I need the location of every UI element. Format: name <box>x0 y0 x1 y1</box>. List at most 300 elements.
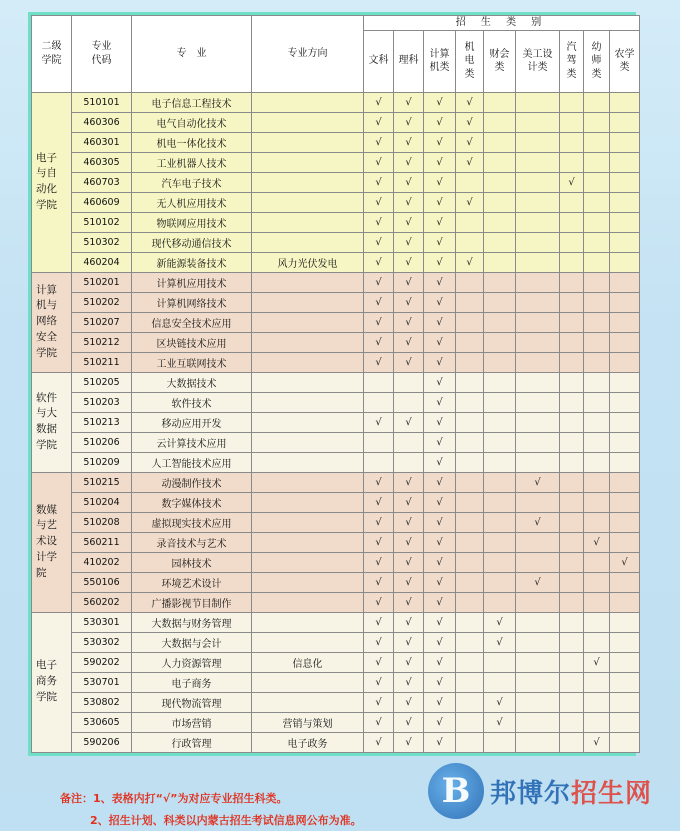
major-cell: 电子商务 <box>132 672 252 692</box>
table-row <box>32 732 640 752</box>
table-row <box>32 272 640 292</box>
check-cell: √ <box>610 552 640 572</box>
check-cell <box>456 532 484 552</box>
check-cell: √ <box>364 472 394 492</box>
check-cell <box>456 172 484 192</box>
check-cell <box>610 412 640 432</box>
header-category-4: 财会类 <box>484 30 516 92</box>
check-cell <box>584 712 610 732</box>
check-cell <box>394 392 424 412</box>
check-cell <box>484 212 516 232</box>
check-cell <box>364 452 394 472</box>
check-cell <box>456 472 484 492</box>
check-cell <box>560 232 584 252</box>
check-cell <box>584 92 610 112</box>
check-cell <box>516 332 560 352</box>
check-cell <box>484 252 516 272</box>
check-cell <box>560 572 584 592</box>
check-cell: √ <box>364 492 394 512</box>
check-cell: √ <box>364 332 394 352</box>
code-cell: 460305 <box>72 152 132 172</box>
check-cell <box>610 152 640 172</box>
code-cell: 510211 <box>72 352 132 372</box>
check-cell: √ <box>364 672 394 692</box>
check-cell: √ <box>516 512 560 532</box>
code-cell: 530605 <box>72 712 132 732</box>
header-code: 专业代码 <box>72 16 132 93</box>
header-category-8: 农学类 <box>610 30 640 92</box>
major-cell: 广播影视节目制作 <box>132 592 252 612</box>
major-cell: 移动应用开发 <box>132 412 252 432</box>
check-cell <box>516 212 560 232</box>
check-cell <box>560 112 584 132</box>
check-cell <box>584 232 610 252</box>
check-cell <box>584 192 610 212</box>
check-cell <box>584 472 610 492</box>
major-cell: 现代物流管理 <box>132 692 252 712</box>
check-cell: √ <box>394 692 424 712</box>
check-cell: √ <box>394 132 424 152</box>
check-cell <box>484 232 516 252</box>
check-cell: √ <box>394 412 424 432</box>
direction-cell <box>252 572 364 592</box>
check-cell <box>456 452 484 472</box>
check-cell: √ <box>584 732 610 752</box>
check-cell <box>516 432 560 452</box>
check-cell <box>484 292 516 312</box>
check-cell <box>584 632 610 652</box>
check-cell <box>560 412 584 432</box>
check-cell <box>560 292 584 312</box>
check-cell: √ <box>364 292 394 312</box>
check-cell <box>560 472 584 492</box>
table-row <box>32 312 640 332</box>
check-cell: √ <box>424 632 456 652</box>
check-cell <box>610 472 640 492</box>
check-cell <box>560 692 584 712</box>
table-row <box>32 492 640 512</box>
check-cell: √ <box>364 352 394 372</box>
check-cell <box>610 112 640 132</box>
check-cell: √ <box>394 532 424 552</box>
code-cell: 510212 <box>72 332 132 352</box>
admission-table <box>31 15 640 753</box>
check-cell <box>610 712 640 732</box>
check-cell: √ <box>424 272 456 292</box>
check-cell: √ <box>364 632 394 652</box>
check-cell <box>516 192 560 212</box>
direction-cell <box>252 292 364 312</box>
check-cell <box>584 172 610 192</box>
major-cell: 园林技术 <box>132 552 252 572</box>
check-cell <box>456 352 484 372</box>
code-cell: 460301 <box>72 132 132 152</box>
table-row <box>32 212 640 232</box>
check-cell <box>516 672 560 692</box>
check-cell <box>484 332 516 352</box>
direction-cell <box>252 172 364 192</box>
college-cell: 电子与自动化学院 <box>32 92 72 272</box>
check-cell <box>560 212 584 232</box>
check-cell: √ <box>364 312 394 332</box>
header-college: 二级学院 <box>32 16 72 93</box>
check-cell <box>456 592 484 612</box>
check-cell <box>456 332 484 352</box>
code-cell: 530301 <box>72 612 132 632</box>
check-cell <box>516 132 560 152</box>
check-cell <box>394 432 424 452</box>
check-cell <box>610 132 640 152</box>
check-cell <box>516 732 560 752</box>
check-cell <box>610 512 640 532</box>
check-cell <box>484 672 516 692</box>
code-cell: 550106 <box>72 572 132 592</box>
code-cell: 510201 <box>72 272 132 292</box>
major-cell: 市场营销 <box>132 712 252 732</box>
direction-cell <box>252 632 364 652</box>
check-cell: √ <box>424 152 456 172</box>
check-cell <box>610 92 640 112</box>
check-cell <box>484 312 516 332</box>
check-cell <box>584 432 610 452</box>
direction-cell <box>252 552 364 572</box>
check-cell <box>584 452 610 472</box>
check-cell: √ <box>394 492 424 512</box>
check-cell <box>560 712 584 732</box>
check-cell: √ <box>394 272 424 292</box>
table-row <box>32 92 640 112</box>
check-cell: √ <box>394 232 424 252</box>
major-cell: 机电一体化技术 <box>132 132 252 152</box>
code-cell: 510207 <box>72 312 132 332</box>
header-category-5: 美工设计类 <box>516 30 560 92</box>
check-cell <box>560 452 584 472</box>
check-cell <box>610 692 640 712</box>
direction-cell <box>252 212 364 232</box>
check-cell <box>484 392 516 412</box>
check-cell <box>610 592 640 612</box>
check-cell <box>584 412 610 432</box>
direction-cell <box>252 612 364 632</box>
code-cell: 460204 <box>72 252 132 272</box>
check-cell <box>456 272 484 292</box>
check-cell: √ <box>394 732 424 752</box>
check-cell: √ <box>456 132 484 152</box>
direction-cell <box>252 312 364 332</box>
table-row <box>32 132 640 152</box>
check-cell <box>516 312 560 332</box>
check-cell: √ <box>364 172 394 192</box>
major-cell: 汽车电子技术 <box>132 172 252 192</box>
code-cell: 510204 <box>72 492 132 512</box>
check-cell <box>584 332 610 352</box>
college-cell: 软件与大数据学院 <box>32 372 72 472</box>
admission-table-frame <box>28 12 636 756</box>
table-row <box>32 592 640 612</box>
check-cell <box>516 532 560 552</box>
table-row <box>32 692 640 712</box>
table-row <box>32 712 640 732</box>
check-cell: √ <box>394 212 424 232</box>
check-cell: √ <box>484 612 516 632</box>
check-cell: √ <box>394 192 424 212</box>
major-cell: 录音技术与艺术 <box>132 532 252 552</box>
check-cell <box>484 472 516 492</box>
code-cell: 510213 <box>72 412 132 432</box>
code-cell: 460703 <box>72 172 132 192</box>
major-cell: 云计算技术应用 <box>132 432 252 452</box>
check-cell: √ <box>424 692 456 712</box>
check-cell <box>610 432 640 452</box>
check-cell: √ <box>394 252 424 272</box>
check-cell: √ <box>364 272 394 292</box>
table-row <box>32 152 640 172</box>
table-row <box>32 352 640 372</box>
college-cell: 计算机与网络安全学院 <box>32 272 72 372</box>
check-cell <box>584 292 610 312</box>
check-cell <box>456 212 484 232</box>
check-cell <box>584 152 610 172</box>
check-cell <box>560 92 584 112</box>
direction-cell: 风力光伏发电 <box>252 252 364 272</box>
check-cell <box>456 232 484 252</box>
major-cell: 信息安全技术应用 <box>132 312 252 332</box>
table-row <box>32 652 640 672</box>
table-row <box>32 112 640 132</box>
direction-cell <box>252 672 364 692</box>
header-category-3: 机电类 <box>456 30 484 92</box>
check-cell <box>560 492 584 512</box>
check-cell <box>584 132 610 152</box>
code-cell: 510302 <box>72 232 132 252</box>
check-cell <box>516 292 560 312</box>
major-cell: 工业互联网技术 <box>132 352 252 372</box>
check-cell: √ <box>394 572 424 592</box>
check-cell <box>584 212 610 232</box>
check-cell <box>610 352 640 372</box>
check-cell <box>484 152 516 172</box>
check-cell <box>584 252 610 272</box>
check-cell: √ <box>364 572 394 592</box>
college-cell: 数媒与艺术设计学院 <box>32 472 72 612</box>
table-row <box>32 452 640 472</box>
major-cell: 行政管理 <box>132 732 252 752</box>
check-cell: √ <box>424 452 456 472</box>
check-cell <box>364 432 394 452</box>
check-cell: √ <box>364 692 394 712</box>
check-cell: √ <box>424 492 456 512</box>
logo-text <box>490 773 652 810</box>
direction-cell <box>252 412 364 432</box>
check-cell <box>560 332 584 352</box>
note-line-2: 2、招生计划、科类以内蒙古招生考试信息网公布为准。 <box>90 814 362 827</box>
check-cell <box>456 652 484 672</box>
check-cell: √ <box>394 512 424 532</box>
direction-cell <box>252 692 364 712</box>
check-cell: √ <box>424 212 456 232</box>
check-cell <box>516 392 560 412</box>
major-cell: 计算机网络技术 <box>132 292 252 312</box>
check-cell <box>484 412 516 432</box>
check-cell <box>516 92 560 112</box>
check-cell <box>484 732 516 752</box>
table-row <box>32 332 640 352</box>
check-cell: √ <box>394 592 424 612</box>
check-cell <box>484 132 516 152</box>
check-cell <box>456 572 484 592</box>
logo-b-icon: B <box>428 763 484 819</box>
check-cell <box>516 232 560 252</box>
check-cell: √ <box>394 172 424 192</box>
table-row <box>32 232 640 252</box>
code-cell: 560211 <box>72 532 132 552</box>
check-cell <box>516 632 560 652</box>
check-cell: √ <box>484 632 516 652</box>
check-cell: √ <box>424 572 456 592</box>
direction-cell <box>252 132 364 152</box>
major-cell: 电气自动化技术 <box>132 112 252 132</box>
check-cell <box>516 452 560 472</box>
check-cell: √ <box>394 112 424 132</box>
logo-text-a: 邦博尔 <box>490 778 572 809</box>
header-category-group: 招 生 类 别 <box>364 16 640 31</box>
check-cell <box>394 372 424 392</box>
check-cell <box>516 252 560 272</box>
major-cell: 动漫制作技术 <box>132 472 252 492</box>
check-cell: √ <box>394 312 424 332</box>
check-cell: √ <box>424 412 456 432</box>
check-cell <box>516 692 560 712</box>
code-cell: 590202 <box>72 652 132 672</box>
check-cell: √ <box>364 612 394 632</box>
code-cell: 590206 <box>72 732 132 752</box>
check-cell <box>584 612 610 632</box>
check-cell: √ <box>424 612 456 632</box>
major-cell: 电子信息工程技术 <box>132 92 252 112</box>
check-cell: √ <box>424 552 456 572</box>
check-cell <box>560 432 584 452</box>
check-cell: √ <box>424 232 456 252</box>
check-cell: √ <box>424 372 456 392</box>
check-cell <box>484 492 516 512</box>
major-cell: 虚拟现实技术应用 <box>132 512 252 532</box>
table-row <box>32 612 640 632</box>
check-cell <box>484 112 516 132</box>
check-cell: √ <box>424 292 456 312</box>
check-cell: √ <box>424 712 456 732</box>
check-cell: √ <box>394 332 424 352</box>
code-cell: 510102 <box>72 212 132 232</box>
check-cell <box>610 312 640 332</box>
check-cell <box>610 172 640 192</box>
check-cell: √ <box>560 172 584 192</box>
header-category-7: 幼师类 <box>584 30 610 92</box>
check-cell: √ <box>424 192 456 212</box>
header-category-0: 文科 <box>364 30 394 92</box>
check-cell <box>584 592 610 612</box>
check-cell <box>610 452 640 472</box>
check-cell <box>456 732 484 752</box>
check-cell: √ <box>394 352 424 372</box>
direction-cell: 电子政务 <box>252 732 364 752</box>
check-cell <box>484 592 516 612</box>
direction-cell <box>252 92 364 112</box>
major-cell: 区块链技术应用 <box>132 332 252 352</box>
check-cell: √ <box>424 532 456 552</box>
check-cell <box>560 152 584 172</box>
check-cell: √ <box>364 252 394 272</box>
check-cell: √ <box>364 152 394 172</box>
check-cell: √ <box>394 152 424 172</box>
check-cell <box>394 452 424 472</box>
major-cell: 现代移动通信技术 <box>132 232 252 252</box>
check-cell: √ <box>516 572 560 592</box>
header-category-6: 汽驾类 <box>560 30 584 92</box>
direction-cell <box>252 232 364 252</box>
code-cell: 460609 <box>72 192 132 212</box>
check-cell <box>560 592 584 612</box>
check-cell: √ <box>424 432 456 452</box>
check-cell: √ <box>364 732 394 752</box>
check-cell: √ <box>394 652 424 672</box>
check-cell: √ <box>424 672 456 692</box>
major-cell: 数字媒体技术 <box>132 492 252 512</box>
direction-cell <box>252 192 364 212</box>
table-row <box>32 672 640 692</box>
check-cell <box>584 692 610 712</box>
check-cell <box>584 552 610 572</box>
check-cell: √ <box>424 732 456 752</box>
major-cell: 物联网应用技术 <box>132 212 252 232</box>
notes <box>60 788 362 831</box>
table-row <box>32 372 640 392</box>
check-cell <box>456 292 484 312</box>
check-cell <box>560 272 584 292</box>
code-cell: 510205 <box>72 372 132 392</box>
table-row <box>32 512 640 532</box>
check-cell <box>516 652 560 672</box>
direction-cell <box>252 152 364 172</box>
check-cell: √ <box>424 352 456 372</box>
check-cell <box>610 632 640 652</box>
direction-cell <box>252 472 364 492</box>
check-cell <box>584 372 610 392</box>
header-category-1: 理科 <box>394 30 424 92</box>
check-cell <box>516 112 560 132</box>
check-cell <box>456 372 484 392</box>
check-cell <box>560 392 584 412</box>
check-cell <box>516 712 560 732</box>
check-cell <box>610 372 640 392</box>
check-cell <box>584 512 610 532</box>
table-body <box>32 92 640 752</box>
check-cell <box>584 392 610 412</box>
check-cell <box>516 592 560 612</box>
table-row <box>32 532 640 552</box>
direction-cell <box>252 452 364 472</box>
check-cell <box>456 552 484 572</box>
check-cell: √ <box>364 512 394 532</box>
check-cell <box>560 612 584 632</box>
major-cell: 软件技术 <box>132 392 252 412</box>
direction-cell: 信息化 <box>252 652 364 672</box>
check-cell <box>456 432 484 452</box>
check-cell <box>560 252 584 272</box>
check-cell <box>456 692 484 712</box>
code-cell: 530701 <box>72 672 132 692</box>
check-cell: √ <box>424 592 456 612</box>
check-cell <box>456 672 484 692</box>
